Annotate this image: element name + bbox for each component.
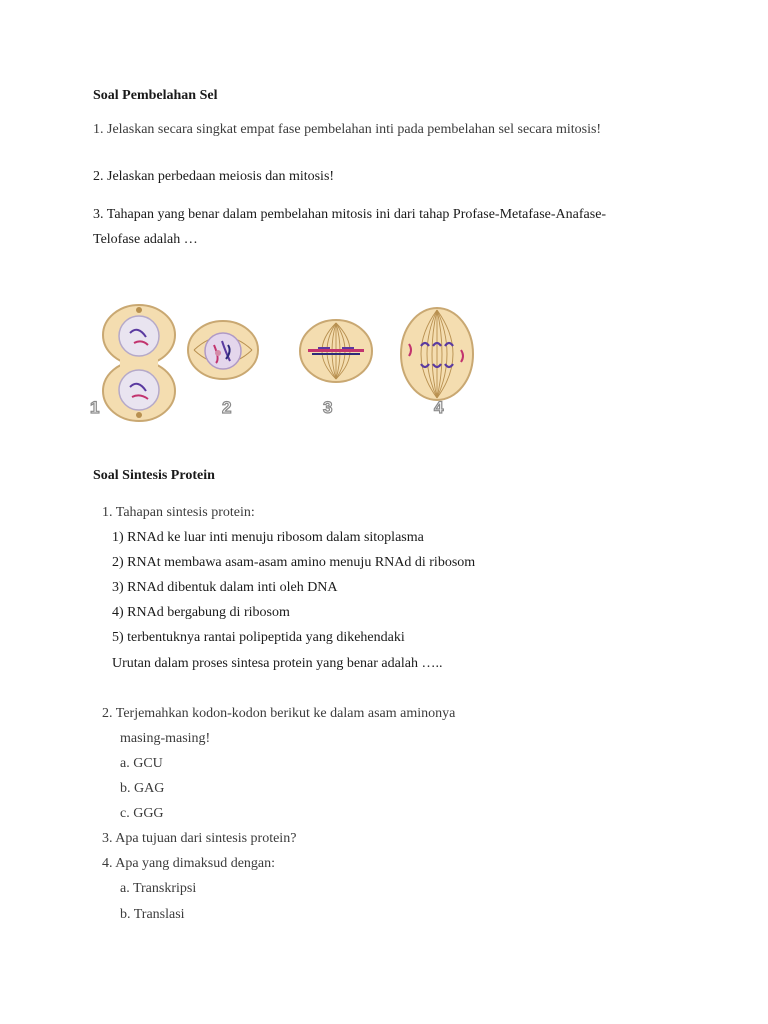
question-1-text: 1. Jelaskan secara singkat empat fase pembelahan inti pada pembelahan sel secara mitosis! bbox=[93, 122, 602, 137]
protein-step-item: 2) RNAt membawa asam-asam amino menuju RNAd di ribosom bbox=[112, 555, 476, 570]
figure-label-4: 4 bbox=[434, 398, 444, 417]
section-heading-cell-division: Soal Pembelahan Sel bbox=[93, 88, 218, 103]
figure-label-1: 1 bbox=[90, 398, 100, 417]
codon-option: a. GCU bbox=[120, 756, 163, 771]
definition-option: b. Translasi bbox=[120, 907, 185, 922]
definition-option: a. Transkripsi bbox=[120, 881, 197, 896]
protein-question-4-label: 4. Apa yang dimaksud dengan: bbox=[102, 856, 276, 871]
figure-label-3: 3 bbox=[323, 398, 333, 417]
figure-label-2: 2 bbox=[222, 398, 232, 417]
codon-option: b. GAG bbox=[120, 781, 165, 796]
question-3-text-line2: Telofase adalah … bbox=[93, 232, 198, 247]
protein-question-1-label: 1. Tahapan sintesis protein: bbox=[102, 505, 255, 520]
protein-step-item: 3) RNAd dibentuk dalam inti oleh DNA bbox=[112, 580, 338, 595]
anaphase-cell-icon bbox=[399, 306, 475, 402]
protein-step-item: 5) terbentuknya rantai polipeptida yang dikehendaki bbox=[112, 630, 405, 645]
protein-step-item: 4) RNAd bergabung di ribosom bbox=[112, 605, 290, 620]
telophase-cell-icon bbox=[100, 303, 178, 423]
protein-question-2-line1: 2. Terjemahkan kodon-kodon berikut ke dalam asam aminonya bbox=[102, 706, 456, 721]
protein-step-item: 1) RNAd ke luar inti menuju ribosom dalam sitoplasma bbox=[112, 530, 424, 545]
prophase-cell-icon bbox=[186, 319, 260, 381]
codon-option: c. GGG bbox=[120, 806, 164, 821]
question-2-text: 2. Jelaskan perbedaan meiosis dan mitosis! bbox=[93, 169, 335, 184]
metaphase-cell-icon bbox=[298, 318, 374, 384]
section-heading-protein-synthesis: Soal Sintesis Protein bbox=[93, 468, 215, 483]
protein-question-3-text: 3. Apa tujuan dari sintesis protein? bbox=[102, 831, 297, 846]
protein-question-2-line2: masing-masing! bbox=[120, 731, 211, 746]
question-3-text-line1: 3. Tahapan yang benar dalam pembelahan mitosis ini dari tahap Profase-Metafase-Anafase- bbox=[93, 207, 607, 222]
protein-question-1-closing: Urutan dalam proses sintesa protein yang benar adalah ….. bbox=[112, 656, 443, 671]
